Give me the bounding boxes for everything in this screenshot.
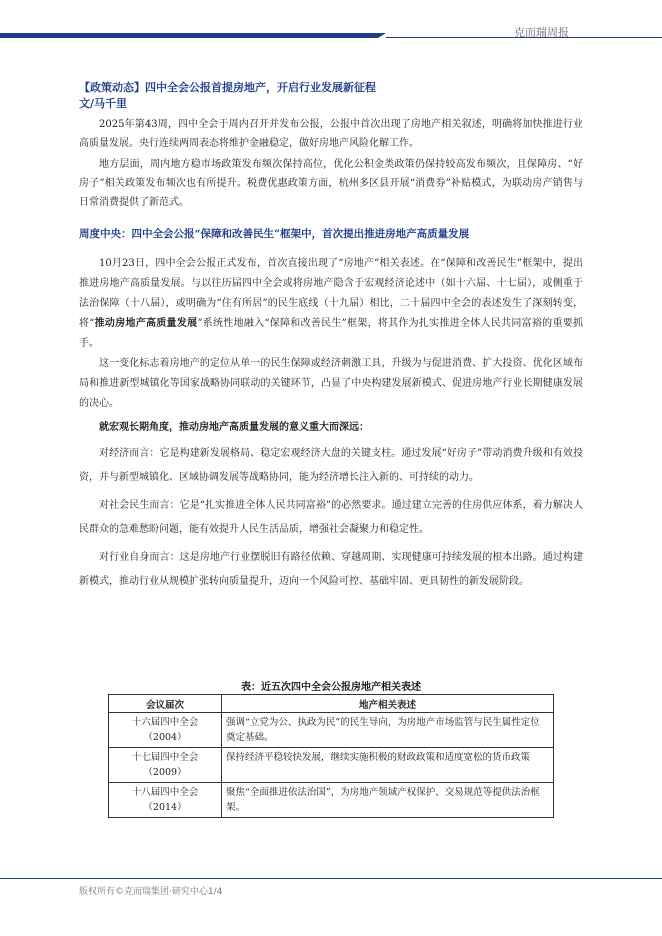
table-cell-session [109, 748, 222, 783]
intro-paragraph-1: 2025年第43周，四中全会于周内召开并发布公报，公报中首次出现了房地产相关叙述，明确将加快推进行业高质量发展。央行连续两周表态将维护金融稳定，做好房地产风险化解工作。 [79, 119, 583, 149]
article-body [79, 80, 583, 594]
section-paragraph-2: 这一变化标志着房地产的定位从单一的民生保障或经济刺激工具，升级为与促进消费、扩大投资、优化区域布局和推进新型城镇化等国家战略协同联动的关键环节，凸显了中央构建发展新模式、促进房地产行业长期健康发展的决心。 [79, 358, 583, 409]
section-lead: 就宏观长期角度，推动房地产高质量发展的意义重大而深远： [99, 422, 369, 433]
table-row [109, 748, 554, 783]
intro-paragraph-2: 地方层面，周内地方稳市场政策发布频次保持高位，优化公积金类政策仍保持较高发布频次，且保障房、“好房子”相关政策发布频次也有所提升。税费优惠政策方面，杭州多区县开展“消费券”补贴模式，为联动房产销售与日常消费提供了新范式。 [79, 159, 583, 208]
table-cell-statement: 强调“立党为公、执政为民”的民生导向，为房地产市场监管与民生属性定位奠定基础。 [222, 713, 554, 748]
table-row [109, 713, 554, 748]
article-title: 【政策动态】四中全会公报首提房地产，开启行业发展新征程 [79, 81, 376, 94]
table-cell-session [109, 783, 222, 818]
session-year: （2009） [143, 767, 187, 778]
session-name: 十七届四中全会 [131, 752, 199, 763]
footer-divider [0, 878, 662, 879]
table-header-statement: 地产相关表述 [222, 695, 554, 713]
session-name: 十八届四中全会 [131, 787, 199, 798]
table-header-row [109, 695, 554, 713]
section-paragraph-1 [79, 254, 583, 354]
table-header-session: 会议届次 [109, 695, 222, 713]
session-name: 十六届四中全会 [131, 717, 199, 728]
footer-copyright: 版权所有©克而瑞集团·研究中心1/4 [79, 887, 223, 897]
session-year: （2004） [143, 732, 187, 743]
society-paragraph: 对社会民生而言：它是“扎实推进全体人民共同富裕”的必然要求。通过建立完善的住房供应体系，着力解决人民群众的急难愁盼问题，能有效提升人民生活品质，增强社会凝聚力和稳定性。 [79, 500, 583, 535]
session-year: （2014） [143, 802, 187, 813]
section-paragraph-1-emphasis: 推动房地产高质量发展 [94, 318, 198, 329]
header-accent-bar [0, 33, 378, 38]
header-brand: 克而瑞周报 [514, 26, 569, 39]
section-paragraph-1-text-a: 10月23日，四中全会公报正式发布，首次直接出现了“房地产”相关表述。在“保障和改善民生”框架中，提出推进房地产高质量发展。与以往历届四中全会或将房地产隐含于宏观经济论述中（如十六届、十七届），或侧重于法治保障（十八届），或明确为“住有所居”的民生底线（十九届）相比，二十届四中全会的表述发生了深刻转变，将“ [79, 258, 583, 329]
table-cell-statement: 保持经济平稳较快发展，继续实施积极的财政政策和适度宽松的货币政策 [222, 748, 554, 783]
article-author: 文/马千里 [79, 97, 128, 110]
industry-paragraph: 对行业自身而言：这是房地产行业摆脱旧有路径依赖、穿越周期、实现健康可持续发展的根本出路。通过构建新模式，推动行业从规模扩张转向质量提升，迈向一个风险可控、基础牢固、更具韧性的新发展阶段。 [79, 552, 583, 587]
table-cell-session [109, 713, 222, 748]
economy-paragraph: 对经济而言：它是构建新发展格局、稳定宏观经济大盘的关键支柱。通过发展“好房子”带动消费升级和有效投资，并与新型城镇化、区域协调发展等战略协同，能为经济增长注入新的、可持续的动力。 [79, 448, 583, 483]
policy-table [108, 694, 554, 818]
table-row [109, 783, 554, 818]
section-paragraph-1-text-b: ”系统性地融入“保障和改善民生”框架，将其作为扎实推进全体人民共同富裕的重要抓手。 [79, 318, 583, 349]
section-heading: 周度中央：四中全会公报“保障和改善民生”框架中，首次提出推进房地产高质量发展 [79, 228, 470, 240]
table-cell-statement: 聚焦“全面推进依法治国”，为房地产领域产权保护、交易规范等提供法治框架。 [222, 783, 554, 818]
table-caption: 表：近五次四中全会公报房地产相关表述 [241, 682, 421, 693]
header-accent-wedge [378, 33, 386, 38]
